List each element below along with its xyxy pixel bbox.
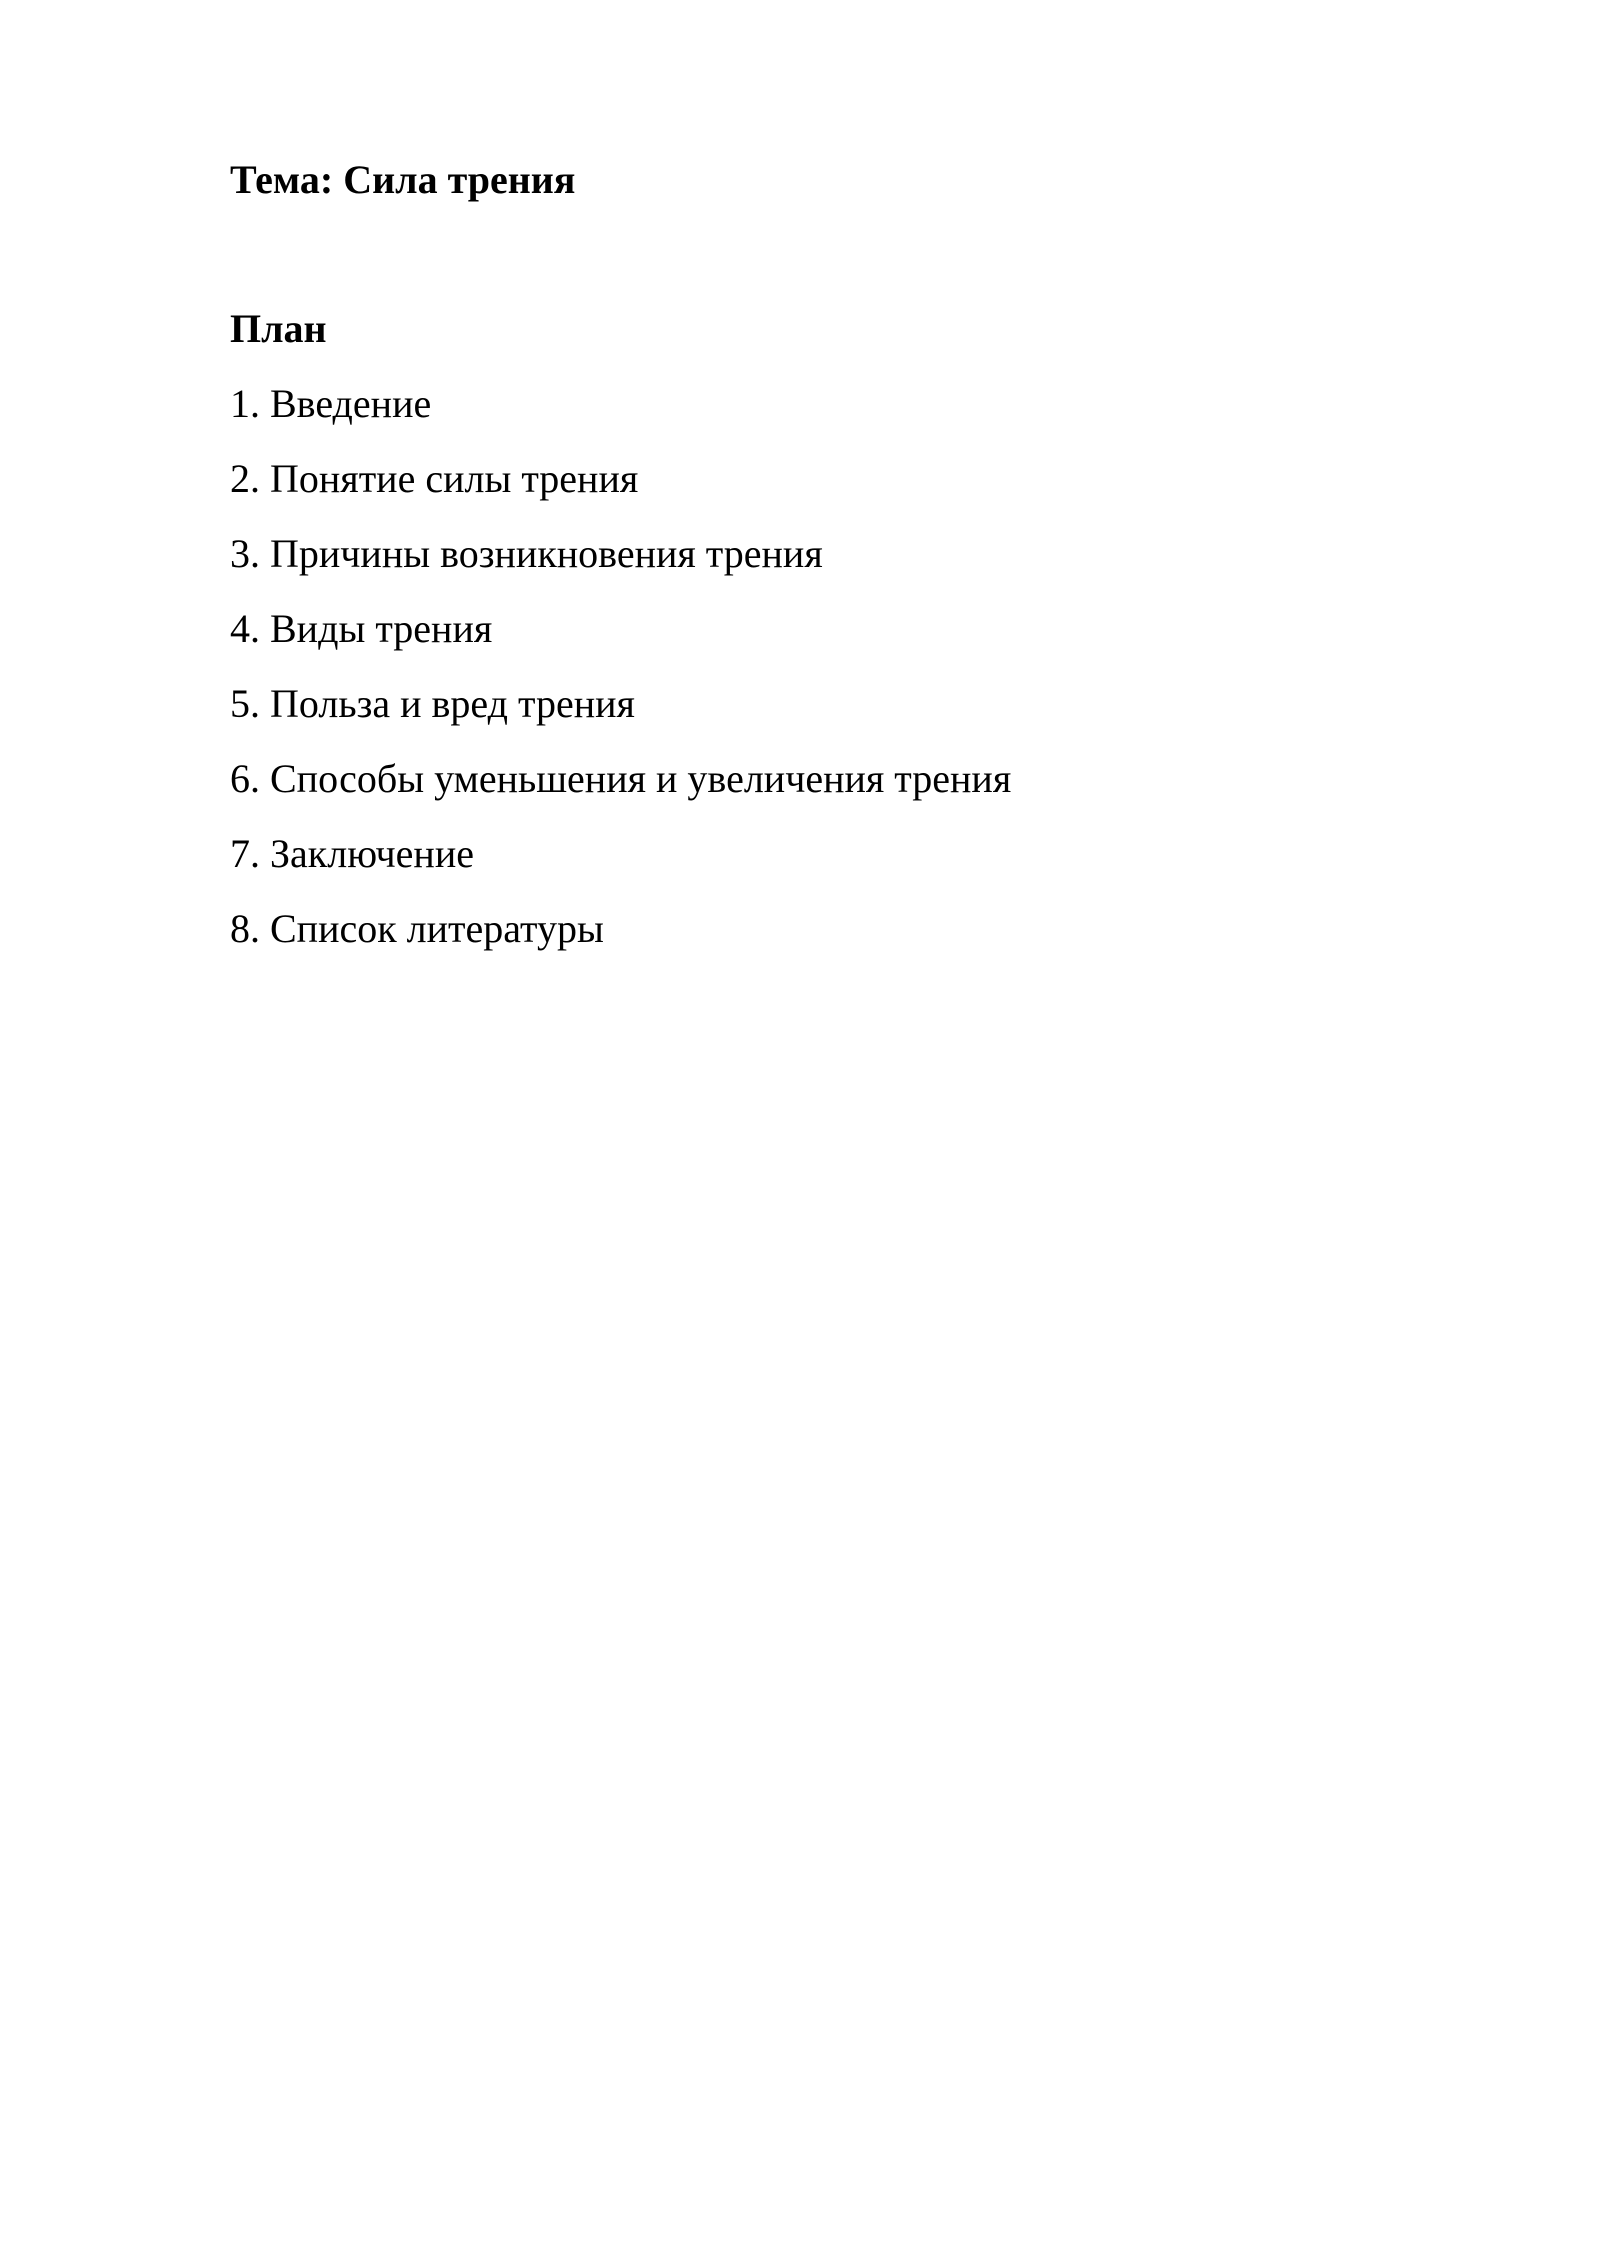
- plan-item: 1. Введение: [230, 381, 432, 426]
- plan-item: 7. Заключение: [230, 831, 474, 876]
- plan-item: 3. Причины возникновения трения: [230, 531, 823, 576]
- topic-title: Тема: Сила трения: [230, 157, 576, 202]
- plan-item: 6. Способы уменьшения и увеличения трения: [230, 756, 1012, 801]
- plan-item: 5. Польза и вред трения: [230, 681, 635, 726]
- plan-heading: План: [230, 306, 327, 351]
- plan-item: 2. Понятие силы трения: [230, 456, 639, 501]
- plan-item: 8. Список литературы: [230, 906, 604, 951]
- plan-list: [230, 374, 1470, 959]
- page-content: [230, 150, 1470, 974]
- plan-item: 4. Виды трения: [230, 606, 493, 651]
